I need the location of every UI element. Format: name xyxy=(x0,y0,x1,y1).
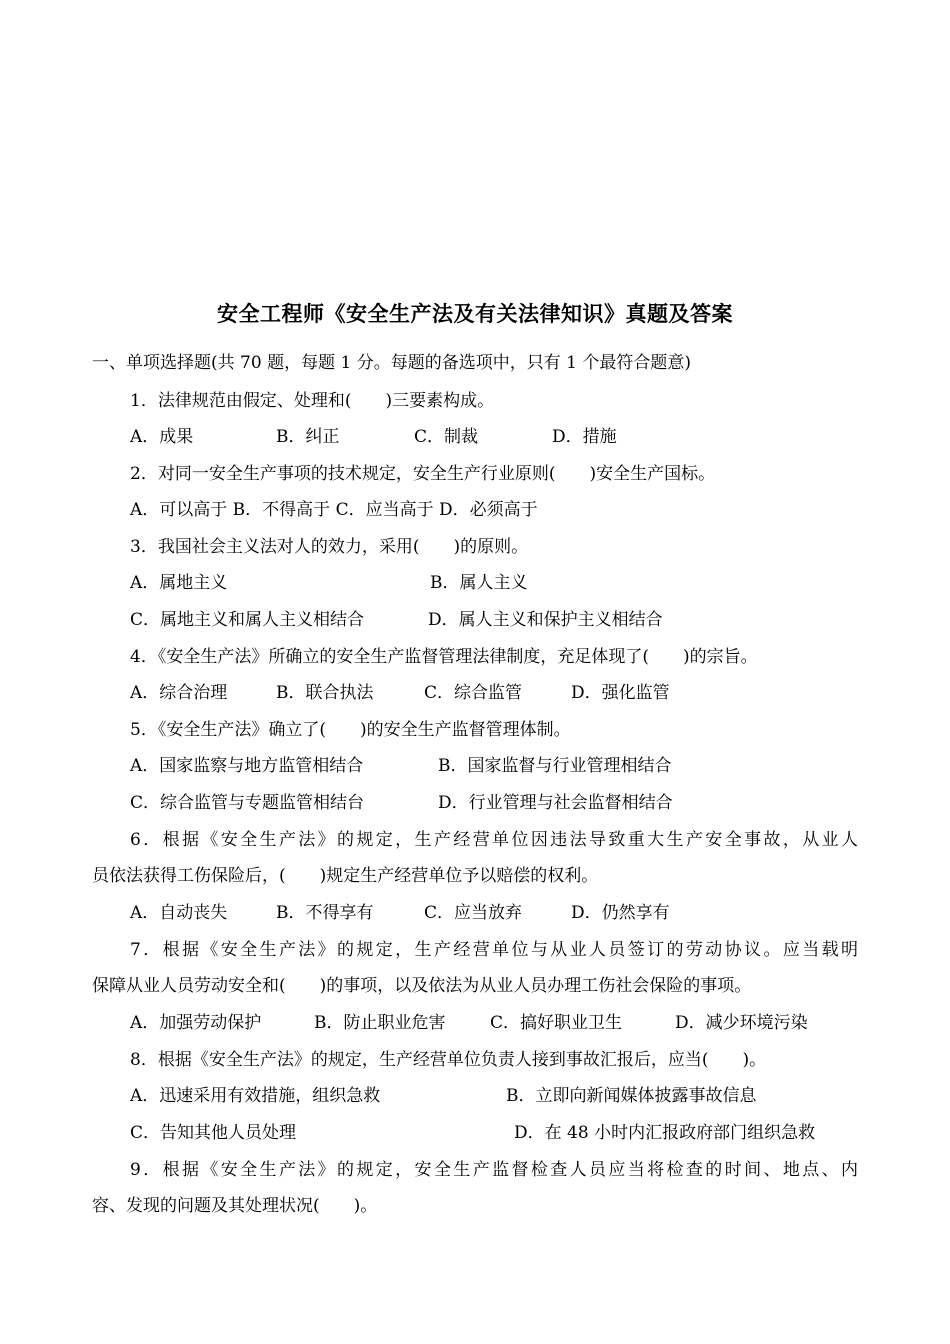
option-c: C．制裁 xyxy=(414,427,479,447)
option-a: A．加强劳动保护 xyxy=(130,1013,262,1033)
option-b: B．不得享有 xyxy=(276,903,374,923)
option-a: A．国家监察与地方监管相结合 xyxy=(130,756,364,776)
option-d: D．措施 xyxy=(552,427,617,447)
option-d: D．仍然享有 xyxy=(571,903,670,923)
option-a: A．综合治理 xyxy=(130,683,228,703)
option-d: D．在 48 小时内汇报政府部门组织急救 xyxy=(514,1123,816,1143)
option-a: A．自动丧失 xyxy=(130,903,228,923)
question-9-stem-line-2: 容、发现的问题及其处理状况( )。 xyxy=(92,1196,378,1216)
question-6-stem-line-1: 6．根据《安全生产法》的规定，生产经营单位因违法导致重大生产安全事故，从业人 xyxy=(130,830,858,850)
option-c: C．属地主义和属人主义相结合 xyxy=(130,610,365,630)
option-b: B．纠正 xyxy=(276,427,340,447)
option-c: C．搞好职业卫生 xyxy=(490,1013,623,1033)
question-7-stem-line-2: 保障从业人员劳动安全和( )的事项，以及依法为从业人员办理工伤社会保险的事项。 xyxy=(92,976,752,996)
option-b: B．防止职业危害 xyxy=(314,1013,446,1033)
option-d: D．强化监管 xyxy=(571,683,670,703)
question-6-stem-line-2: 员依法获得工伤保险后，( )规定生产经营单位予以赔偿的权利。 xyxy=(92,866,599,886)
question-4-stem: 4．《安全生产法》所确立的安全生产监督管理法律制度，充足体现了( )的宗旨。 xyxy=(130,647,758,667)
option-b: B．属人主义 xyxy=(430,573,528,593)
option-b: B．国家监督与行业管理相结合 xyxy=(438,756,672,776)
option-c: C．综合监管 xyxy=(424,683,523,703)
question-8-stem: 8．根据《安全生产法》的规定，生产经营单位负责人接到事故汇报后，应当( )。 xyxy=(130,1050,767,1070)
question-9-stem-line-1: 9．根据《安全生产法》的规定，安全生产监督检查人员应当将检查的时间、地点、内 xyxy=(130,1160,858,1180)
option-c: C．综合监管与专题监管相结台 xyxy=(130,793,365,813)
option-a: A．成果 xyxy=(130,427,194,447)
question-2-options: A．可以高于 B．不得高于 C．应当高于 D．必须高于 xyxy=(130,500,538,520)
question-3-stem: 3．我国社会主义法对人的效力，采用( )的原则。 xyxy=(130,537,529,557)
question-7-stem-line-1: 7．根据《安全生产法》的规定，生产经营单位与从业人员签订的劳动协议。应当载明 xyxy=(130,940,858,960)
option-b: B．联合执法 xyxy=(276,683,374,703)
option-d: D．属人主义和保护主义相结合 xyxy=(428,610,663,630)
section-heading: 一、单项选择题(共 70 题，每题 1 分。每题的备选项中，只有 1 个最符合题意) xyxy=(92,353,691,373)
question-2-stem: 2．对同一安全生产事项的技术规定，安全生产行业原则( )安全生产国标。 xyxy=(130,464,716,484)
option-c: C．应当放弃 xyxy=(424,903,523,923)
document-title: 安全工程师《安全生产法及有关法律知识》真题及答案 xyxy=(217,302,733,326)
option-a: A．迅速采用有效措施，组织急救 xyxy=(130,1086,381,1106)
option-c: C．告知其他人员处理 xyxy=(130,1123,297,1143)
option-b: B．立即向新闻媒体披露事故信息 xyxy=(506,1086,757,1106)
option-d: D．减少环境污染 xyxy=(675,1013,808,1033)
question-1-stem: 1．法律规范由假定、处理和( )三要素构成。 xyxy=(130,391,495,411)
question-5-stem: 5．《安全生产法》确立了( )的安全生产监督管理体制。 xyxy=(130,720,571,740)
option-a: A．属地主义 xyxy=(130,573,228,593)
option-d: D．行业管理与社会监督相结合 xyxy=(438,793,673,813)
